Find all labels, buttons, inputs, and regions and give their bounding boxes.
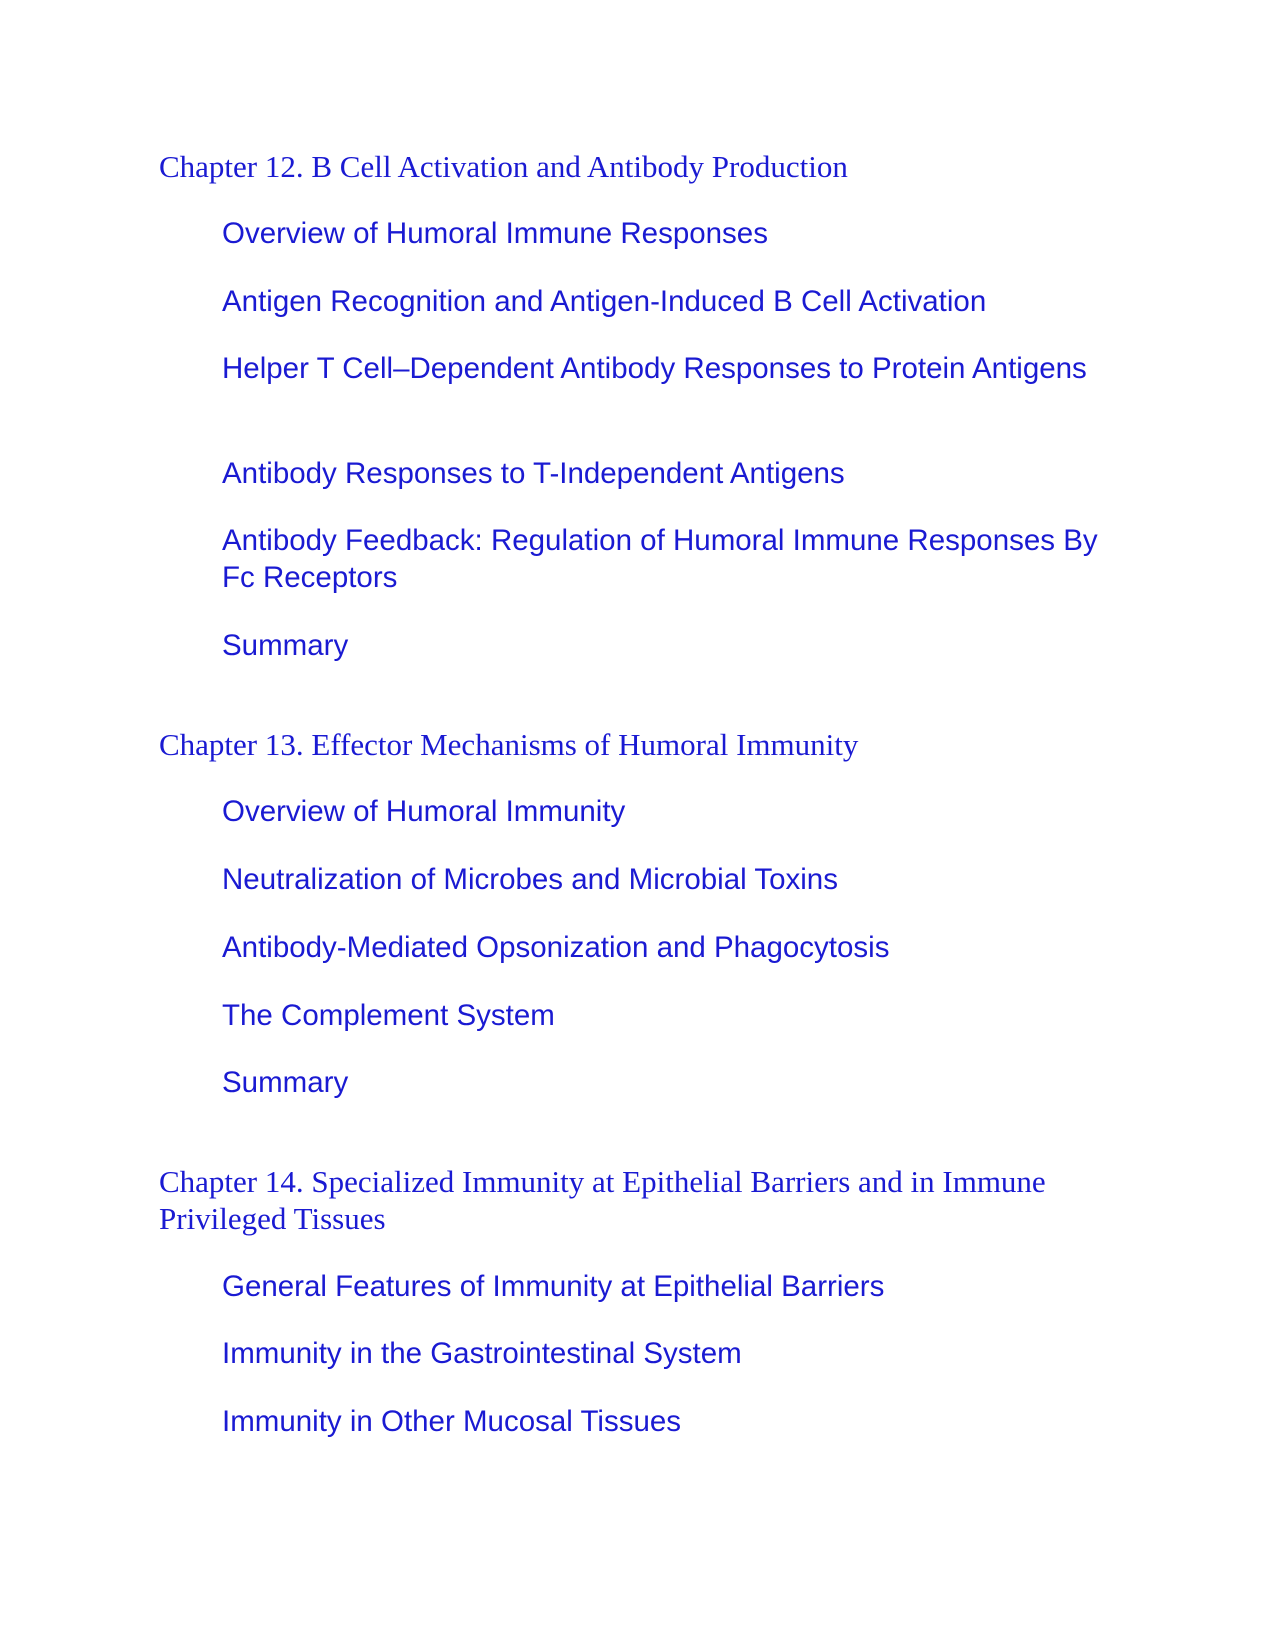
section-link[interactable]: Antigen Recognition and Antigen-Induced B Cell Activation (222, 285, 987, 318)
chapter-13-link[interactable]: Chapter 13. Effector Mechanisms of Humoral Immunity (159, 727, 859, 762)
section-link[interactable]: Overview of Humoral Immune Responses (222, 217, 768, 250)
section-link[interactable]: Antibody-Mediated Opsonization and Phagocytosis (222, 931, 890, 964)
section-link[interactable]: Antibody Responses to T-Independent Antigens (222, 457, 845, 490)
section-link[interactable]: Immunity in Other Mucosal Tissues (222, 1405, 682, 1438)
section-link[interactable]: Neutralization of Microbes and Microbial Toxins (222, 863, 838, 896)
section-link[interactable]: Immunity in the Gastrointestinal System (222, 1337, 742, 1370)
section-link[interactable]: Helper T Cell–Dependent Antibody Responses to Protein Antigens (222, 352, 1087, 385)
section-link[interactable]: Summary (222, 1066, 349, 1099)
section-link[interactable]: General Features of Immunity at Epithelial Barriers (222, 1270, 885, 1303)
section-link[interactable]: Overview of Humoral Immunity (222, 795, 626, 828)
chapter-14-link[interactable]: Chapter 14. Specialized Immunity at Epithelial Barriers and in Immune Privileged Tissues (159, 1164, 1046, 1236)
section-link[interactable]: Antibody Feedback: Regulation of Humoral Immune Responses By Fc Receptors (222, 524, 1098, 594)
section-link[interactable]: Summary (222, 629, 349, 662)
section-link[interactable]: The Complement System (222, 999, 555, 1032)
chapter-12-link[interactable]: Chapter 12. B Cell Activation and Antibody Production (159, 149, 848, 184)
